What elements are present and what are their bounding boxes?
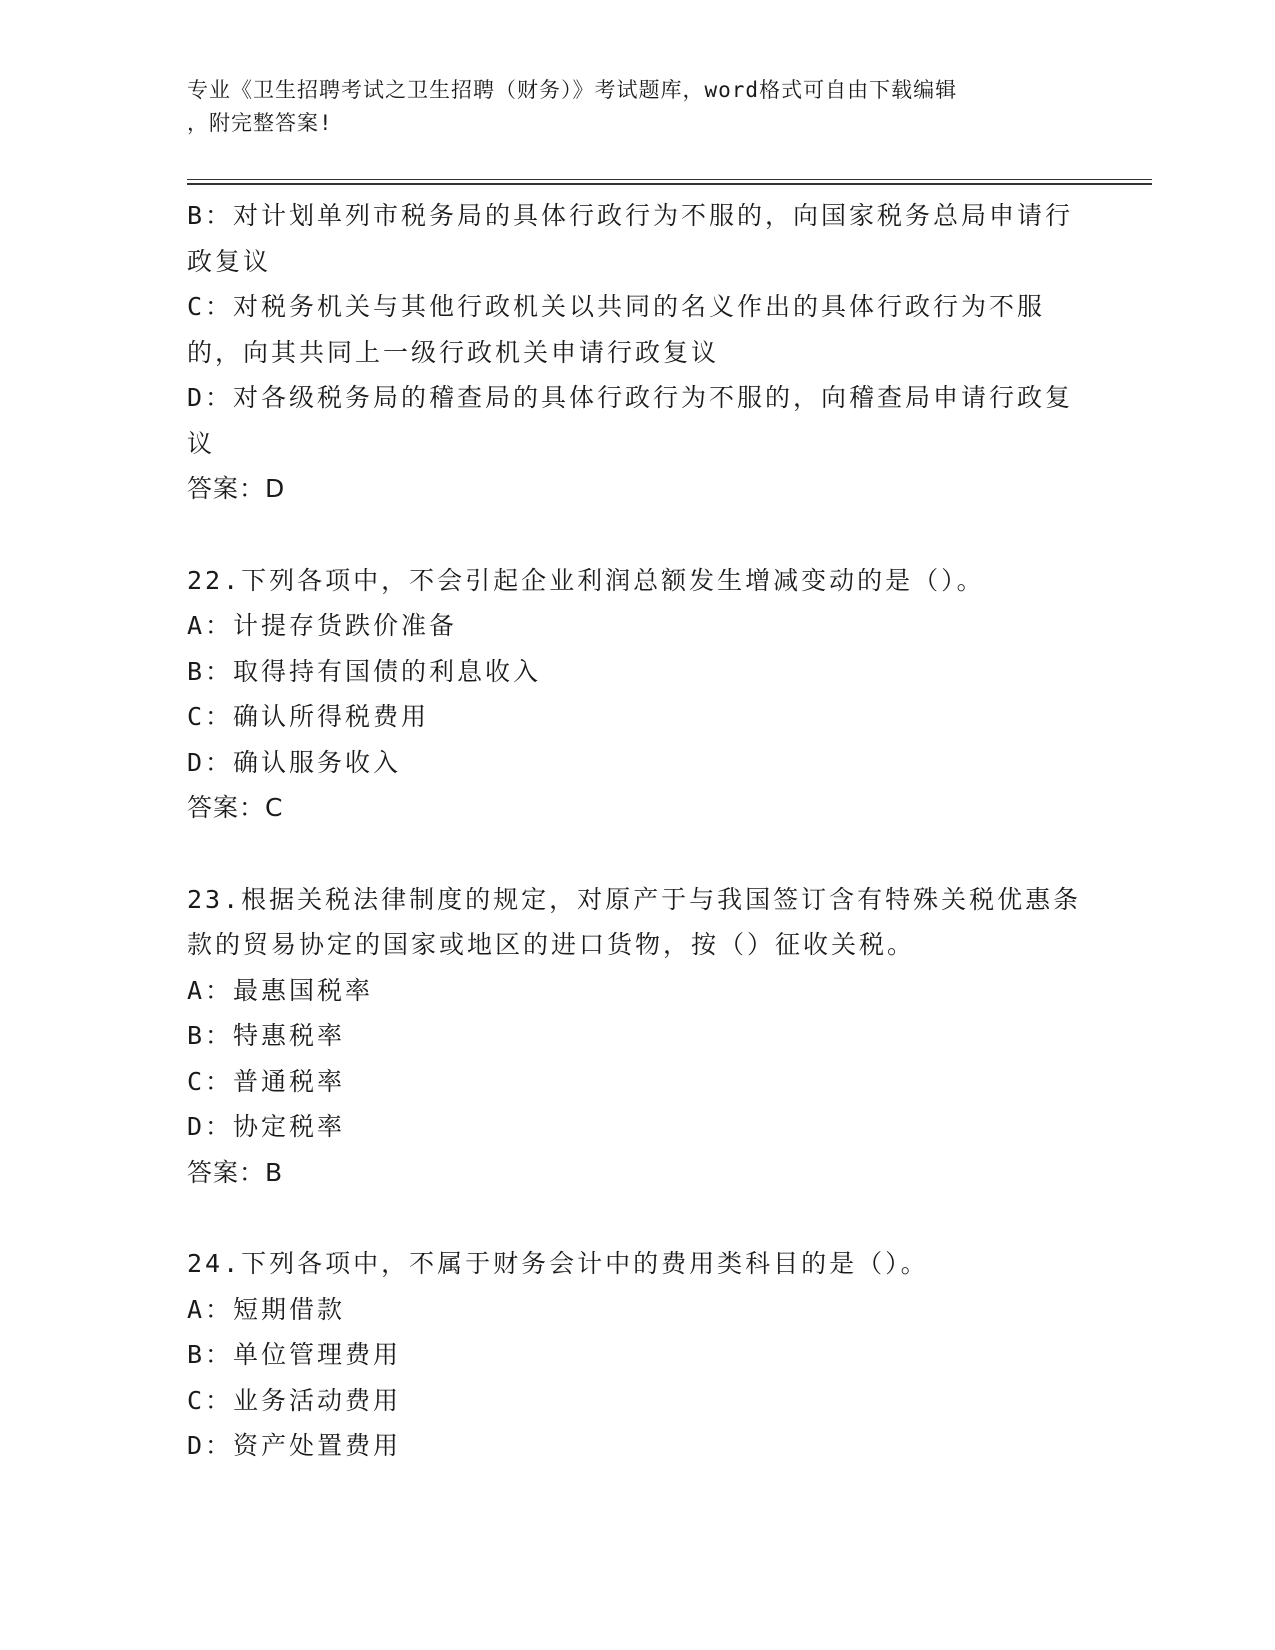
header-divider-thick bbox=[187, 183, 1152, 185]
question-stem: 24.下列各项中，不属于财务会计中的费用类科目的是（）。 bbox=[187, 1249, 929, 1278]
question-22 bbox=[187, 558, 1087, 831]
option-c: C：业务活动费用 bbox=[187, 1385, 402, 1415]
answer-line: 答案：C bbox=[187, 793, 284, 822]
option-a: A：短期借款 bbox=[187, 1294, 346, 1324]
question-23 bbox=[187, 877, 1087, 1196]
option-d: D：对各级税务局的稽查局的具体行政行为不服的，向稽查局申请行政复议 bbox=[187, 383, 1074, 458]
option-d: D：资产处置费用 bbox=[187, 1431, 402, 1460]
option-d: D：协定税率 bbox=[187, 1112, 346, 1141]
previous-question bbox=[187, 193, 1087, 512]
option-c: C：普通税率 bbox=[187, 1066, 346, 1096]
option-b: B：特惠税率 bbox=[187, 1021, 346, 1050]
header-divider-thin bbox=[187, 179, 1152, 180]
option-c: C：对税务机关与其他行政机关以共同的名义作出的具体行政行为不服的，向其共同上一级行政机关申请行政复议 bbox=[187, 292, 1046, 367]
question-24 bbox=[187, 1241, 1087, 1469]
option-a: A：最惠国税率 bbox=[187, 975, 374, 1005]
answer-line: 答案：B bbox=[187, 1157, 284, 1187]
spacer bbox=[187, 512, 1087, 558]
spacer bbox=[187, 1195, 1087, 1241]
question-content bbox=[187, 193, 1087, 1469]
option-b: B：对计划单列市税务局的具体行政行为不服的，向国家税务总局申请行政复议 bbox=[187, 201, 1074, 276]
option-a: A：计提存货跌价准备 bbox=[187, 611, 458, 640]
answer-line: 答案：D bbox=[187, 474, 286, 503]
question-stem: 23.根据关税法律制度的规定，对原产于与我国签订含有特殊关税优惠条款的贸易协定的国家或地区的进口货物，按（）征收关税。 bbox=[187, 884, 1082, 959]
option-c: C：确认所得税费用 bbox=[187, 702, 430, 731]
option-b: B：取得持有国债的利息收入 bbox=[187, 656, 542, 686]
header-line-1: 专业《卫生招聘考试之卫生招聘（财务）》考试题库，word格式可自由下载编辑 bbox=[187, 78, 958, 102]
question-stem: 22.下列各项中，不会引起企业利润总额发生增减变动的是（）。 bbox=[187, 565, 985, 595]
spacer bbox=[187, 831, 1087, 877]
header-line-2: ，附完整答案! bbox=[187, 111, 333, 135]
document-header bbox=[187, 74, 1087, 140]
option-d: D：确认服务收入 bbox=[187, 747, 402, 777]
option-b: B：单位管理费用 bbox=[187, 1340, 402, 1369]
